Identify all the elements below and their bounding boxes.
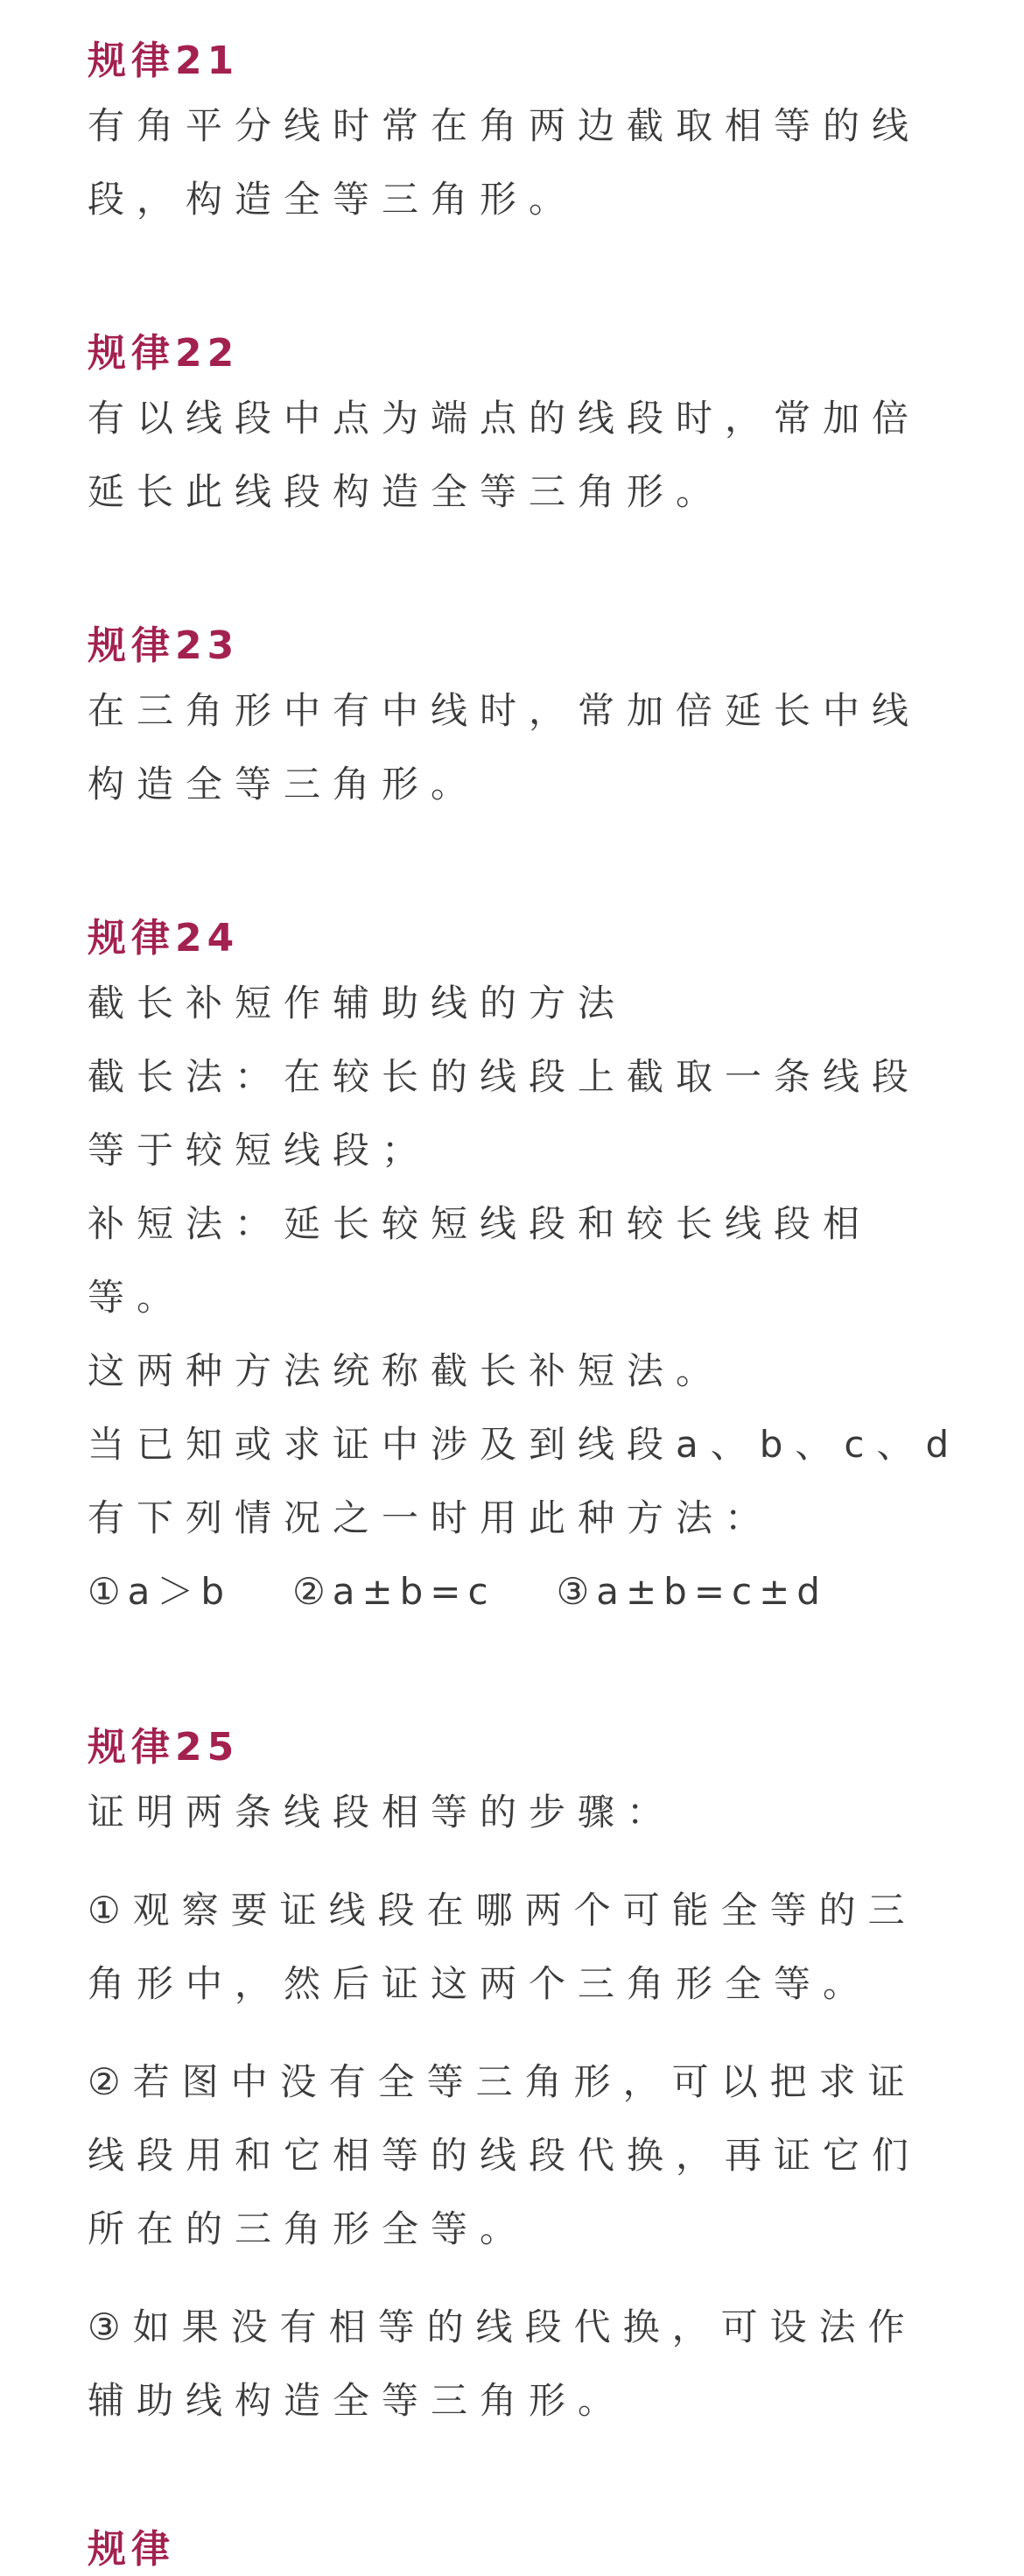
rule-24-line-8: 有下列情况之一时用此种方法： [88, 1496, 775, 1539]
rule-25-step-3 [88, 2291, 936, 2438]
rule-25-intro: 证明两条线段相等的步骤： [88, 1791, 677, 1833]
rule-24-option-1: ①a＞b [88, 1570, 232, 1613]
rule-24-line-6: 这两种方法统称截长补短法。 [88, 1349, 726, 1392]
rule-25-step-3-line-1: ③如果没有相等的线段代换，可设法作 [88, 2305, 917, 2348]
rule-24-options [88, 1555, 936, 1629]
rule-25-step-3-line-2: 辅助线构造全等三角形。 [88, 2379, 628, 2422]
rule-23-section [88, 620, 936, 821]
rule-24-option-3: ③a±b=c±d [556, 1570, 827, 1613]
rule-22-section [88, 327, 936, 529]
rule-21-section [88, 35, 936, 236]
rule-24-option-2: ②a±b=c [292, 1570, 495, 1613]
rule-25-step-1 [88, 1874, 936, 2021]
rule-22-line-2: 延长此线段构造全等三角形。 [88, 470, 726, 513]
rule-25-step-2 [88, 2045, 936, 2266]
rule-22-title: 规律22 [88, 331, 240, 376]
rule-25-step-2-line-2: 线段用和它相等的线段代换，再证它们 [88, 2134, 922, 2177]
rule-24-section [88, 912, 962, 1629]
rule-21-title: 规律21 [88, 39, 240, 83]
rule-25-step-2-line-3: 所在的三角形全等。 [88, 2207, 530, 2250]
rule-24-line-5: 等。 [88, 1276, 186, 1319]
rule-25-section [88, 1721, 936, 2438]
rule-23-line-2: 构造全等三角形。 [88, 763, 480, 806]
rule-24-line-3: 等于较短线段； [88, 1129, 431, 1172]
rule-25-title: 规律25 [88, 1725, 240, 1770]
next-rule-title-partial: 规律 [88, 2527, 175, 2572]
rule-24-line-7: 当已知或求证中涉及到线段a、b、c、d [88, 1423, 962, 1466]
rule-21-line-2: 段，构造全等三角形。 [88, 178, 579, 221]
rule-24-line-1: 截长补短作辅助线的方法 [88, 982, 628, 1024]
rule-22-line-1: 有以线段中点为端点的线段时，常加倍 [88, 397, 922, 440]
rule-23-title: 规律23 [88, 623, 240, 668]
rule-25-step-1-line-2: 角形中，然后证这两个三角形全等。 [88, 1962, 873, 2005]
rule-23-line-1: 在三角形中有中线时，常加倍延长中线 [88, 689, 922, 732]
rule-25-step-1-line-1: ①观察要证线段在哪两个可能全等的三 [88, 1889, 917, 1932]
rule-25-step-2-line-1: ②若图中没有全等三角形，可以把求证 [88, 2060, 917, 2103]
rule-24-line-4: 补短法：延长较短线段和较长线段相 [88, 1202, 873, 1245]
rule-21-line-1: 有角平分线时常在角两边截取相等的线 [88, 104, 922, 147]
rule-24-title: 规律24 [88, 916, 240, 961]
rule-24-line-2: 截长法：在较长的线段上截取一条线段 [88, 1055, 922, 1098]
